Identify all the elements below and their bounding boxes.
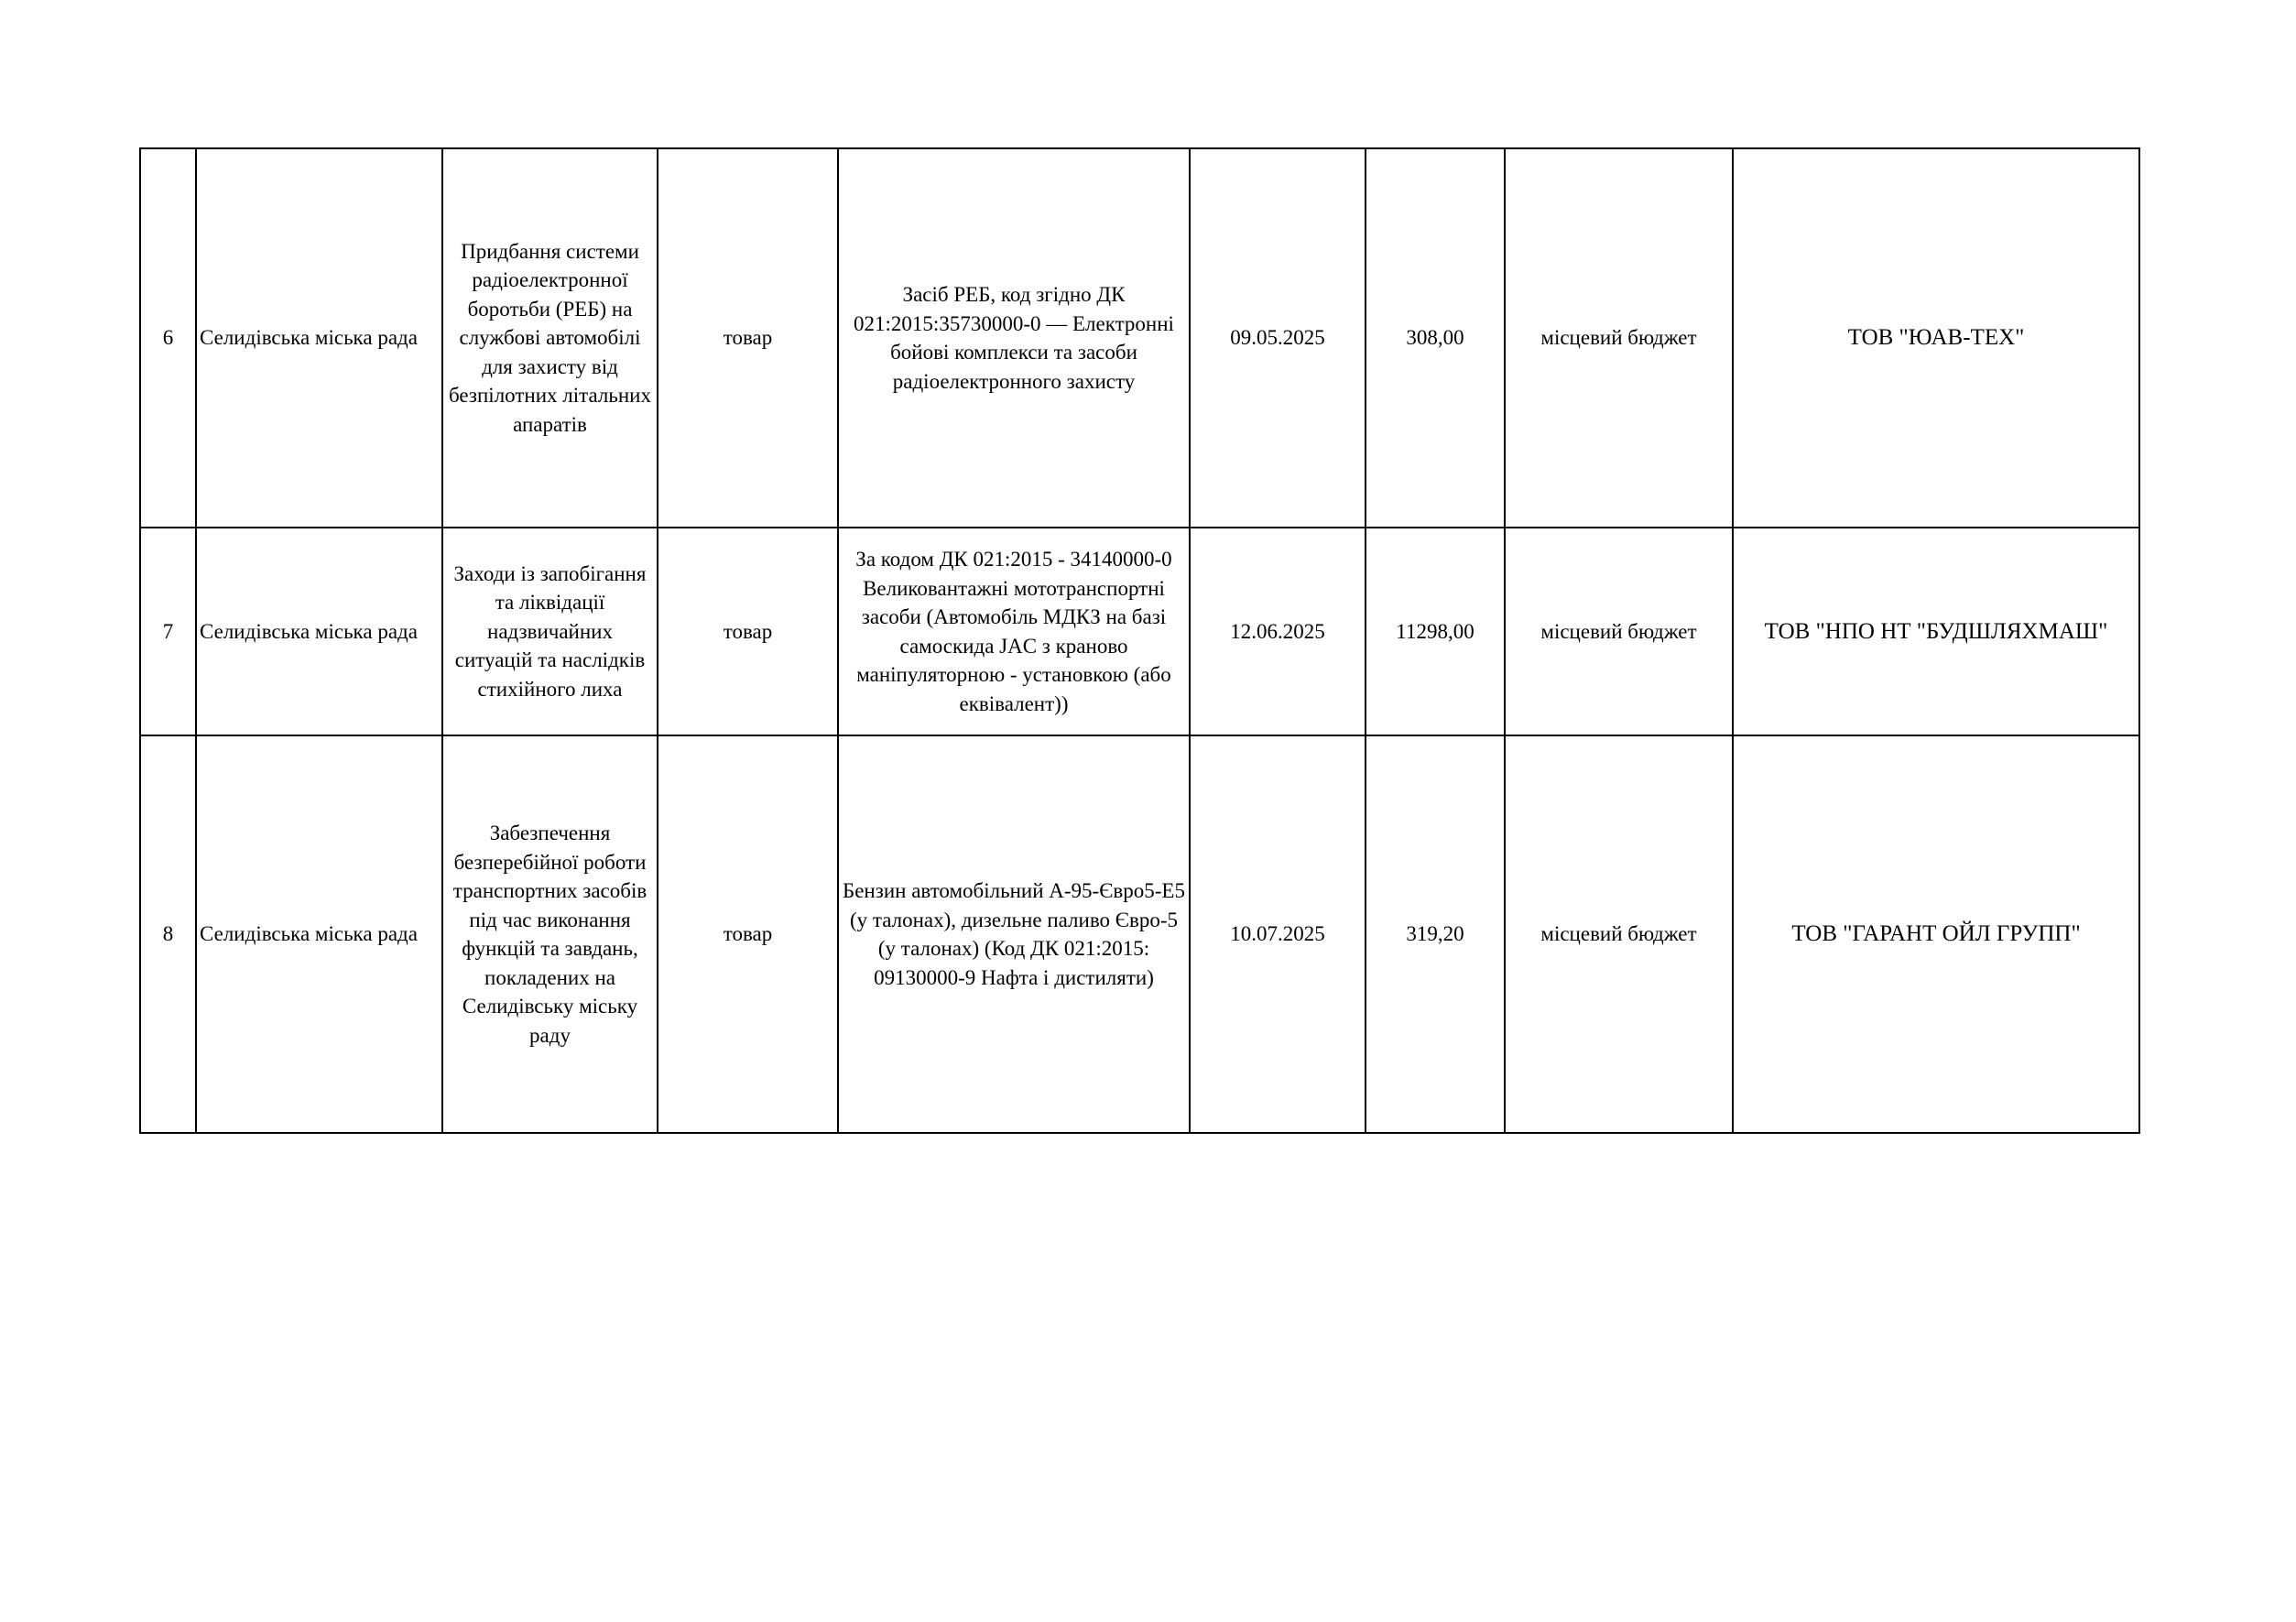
purpose-cell: Придбання системи радіоелектронної боротьби (РЕБ) на службові автомобілі для захисту від безпілотних літальних апаратів — [442, 148, 658, 528]
vendor-cell: ТОВ "НПО НТ "БУДШЛЯХМАШ" — [1733, 528, 2139, 735]
subject-cell: За кодом ДК 021:2015 - 34140000-0 Великовантажні мототранспортні засоби (Автомобіль МДКЗ на базі самоскида JAC з краново маніпуляторною - установкою (або еквівалент)) — [838, 528, 1190, 735]
date-cell: 12.06.2025 — [1190, 528, 1366, 735]
row-number: 7 — [140, 528, 196, 735]
funding-source-cell: місцевий бюджет — [1505, 148, 1733, 528]
table-row — [140, 735, 2139, 1133]
table-row — [140, 528, 2139, 735]
procurement-table — [139, 147, 2140, 1134]
customer-cell: Селидівська міська рада — [196, 148, 442, 528]
customer-cell: Селидівська міська рада — [196, 735, 442, 1133]
row-number: 6 — [140, 148, 196, 528]
subject-cell: Засіб РЕБ, код згідно ДК 021:2015:35730000-0 — Електронні бойові комплекси та засоби радіоелектронного захисту — [838, 148, 1190, 528]
date-cell: 09.05.2025 — [1190, 148, 1366, 528]
purpose-cell: Забезпечення безперебійної роботи транспортних засобів під час виконання функцій та завдань, покладених на Селидівську міську раду — [442, 735, 658, 1133]
funding-source-cell: місцевий бюджет — [1505, 735, 1733, 1133]
table-row — [140, 148, 2139, 528]
amount-cell: 308,00 — [1366, 148, 1505, 528]
customer-cell: Селидівська міська рада — [196, 528, 442, 735]
funding-source-cell: місцевий бюджет — [1505, 528, 1733, 735]
amount-cell: 11298,00 — [1366, 528, 1505, 735]
vendor-cell: ТОВ "ГАРАНТ ОЙЛ ГРУПП" — [1733, 735, 2139, 1133]
category-cell: товар — [658, 148, 838, 528]
purpose-cell: Заходи із запобігання та ліквідації надзвичайних ситуацій та наслідків стихійного лиха — [442, 528, 658, 735]
category-cell: товар — [658, 528, 838, 735]
row-number: 8 — [140, 735, 196, 1133]
amount-cell: 319,20 — [1366, 735, 1505, 1133]
date-cell: 10.07.2025 — [1190, 735, 1366, 1133]
category-cell: товар — [658, 735, 838, 1133]
subject-cell: Бензин автомобільний А-95-Євро5-Е5 (у талонах), дизельне паливо Євро-5 (у талонах) (Код ДК 021:2015: 09130000-9 Нафта і дистиляти) — [838, 735, 1190, 1133]
vendor-cell: ТОВ "ЮАВ-ТЕХ" — [1733, 148, 2139, 528]
